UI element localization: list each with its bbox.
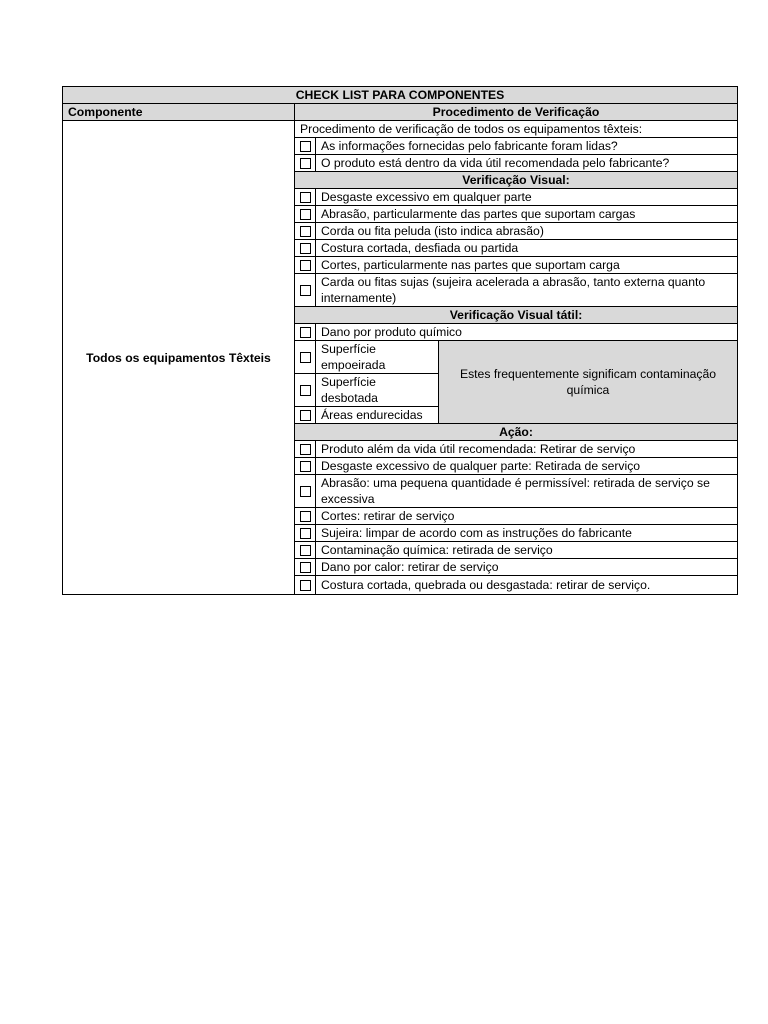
section-visual-title: Verificação Visual:	[295, 172, 738, 189]
checkbox[interactable]	[300, 528, 311, 539]
checklist-item: Cortes, particularmente nas partes que suportam carga	[316, 257, 738, 274]
checklist-item: Sujeira: limpar de acordo com as instruções do fabricante	[316, 525, 738, 542]
checkbox[interactable]	[300, 410, 311, 421]
checkbox[interactable]	[300, 352, 311, 363]
checkbox[interactable]	[300, 209, 311, 220]
checklist-table	[62, 86, 738, 595]
checklist-item: Costura cortada, desfiada ou partida	[316, 240, 738, 257]
checklist-item: Costura cortada, quebrada ou desgastada: retirar de serviço.	[316, 576, 738, 595]
procedure-intro: Procedimento de verificação de todos os equipamentos têxteis:	[295, 121, 738, 138]
checklist-item: Desgaste excessivo de qualquer parte: Retirada de serviço	[316, 458, 738, 475]
checkbox[interactable]	[300, 260, 311, 271]
checklist-item: Abrasão, particularmente das partes que suportam cargas	[316, 206, 738, 223]
checkbox[interactable]	[300, 444, 311, 455]
checkbox[interactable]	[300, 327, 311, 338]
checklist-item: Corda ou fita peluda (isto indica abrasão)	[316, 223, 738, 240]
checklist-item: Dano por produto químico	[316, 324, 738, 341]
checkbox[interactable]	[300, 285, 311, 296]
checklist-item: O produto está dentro da vida útil recomendada pelo fabricante?	[316, 155, 738, 172]
checklist-item: Cortes: retirar de serviço	[316, 508, 738, 525]
section-tactile-title: Verificação Visual tátil:	[295, 307, 738, 324]
column-header-component: Componente	[63, 104, 295, 121]
checkbox[interactable]	[300, 226, 311, 237]
table-title: CHECK LIST PARA COMPONENTES	[63, 87, 738, 104]
checkbox[interactable]	[300, 192, 311, 203]
checkbox[interactable]	[300, 243, 311, 254]
checkbox[interactable]	[300, 385, 311, 396]
checklist-item: Abrasão: uma pequena quantidade é permissível: retirada de serviço se excessiva	[316, 475, 738, 508]
checklist-item: Superfície empoeirada	[316, 341, 439, 374]
checklist-item: Desgaste excessivo em qualquer parte	[316, 189, 738, 206]
checkbox[interactable]	[300, 461, 311, 472]
column-header-procedure: Procedimento de Verificação	[295, 104, 738, 121]
contamination-note: Estes frequentemente significam contaminação química	[439, 341, 738, 424]
checklist-item: As informações fornecidas pelo fabricante foram lidas?	[316, 138, 738, 155]
checklist-item: Dano por calor: retirar de serviço	[316, 559, 738, 576]
checkbox[interactable]	[300, 562, 311, 573]
checkbox[interactable]	[300, 141, 311, 152]
checkbox[interactable]	[300, 486, 311, 497]
checkbox[interactable]	[300, 511, 311, 522]
checkbox[interactable]	[300, 580, 311, 591]
checklist-item: Carda ou fitas sujas (sujeira acelerada a abrasão, tanto externa quanto internamente)	[316, 274, 738, 307]
component-name: Todos os equipamentos Têxteis	[63, 121, 295, 595]
checklist-item: Superfície desbotada	[316, 374, 439, 407]
checkbox[interactable]	[300, 158, 311, 169]
checklist-item: Produto além da vida útil recomendada: Retirar de serviço	[316, 441, 738, 458]
checklist-item: Áreas endurecidas	[316, 407, 439, 424]
section-action-title: Ação:	[295, 424, 738, 441]
checkbox[interactable]	[300, 545, 311, 556]
checklist-item: Contaminação química: retirada de serviço	[316, 542, 738, 559]
